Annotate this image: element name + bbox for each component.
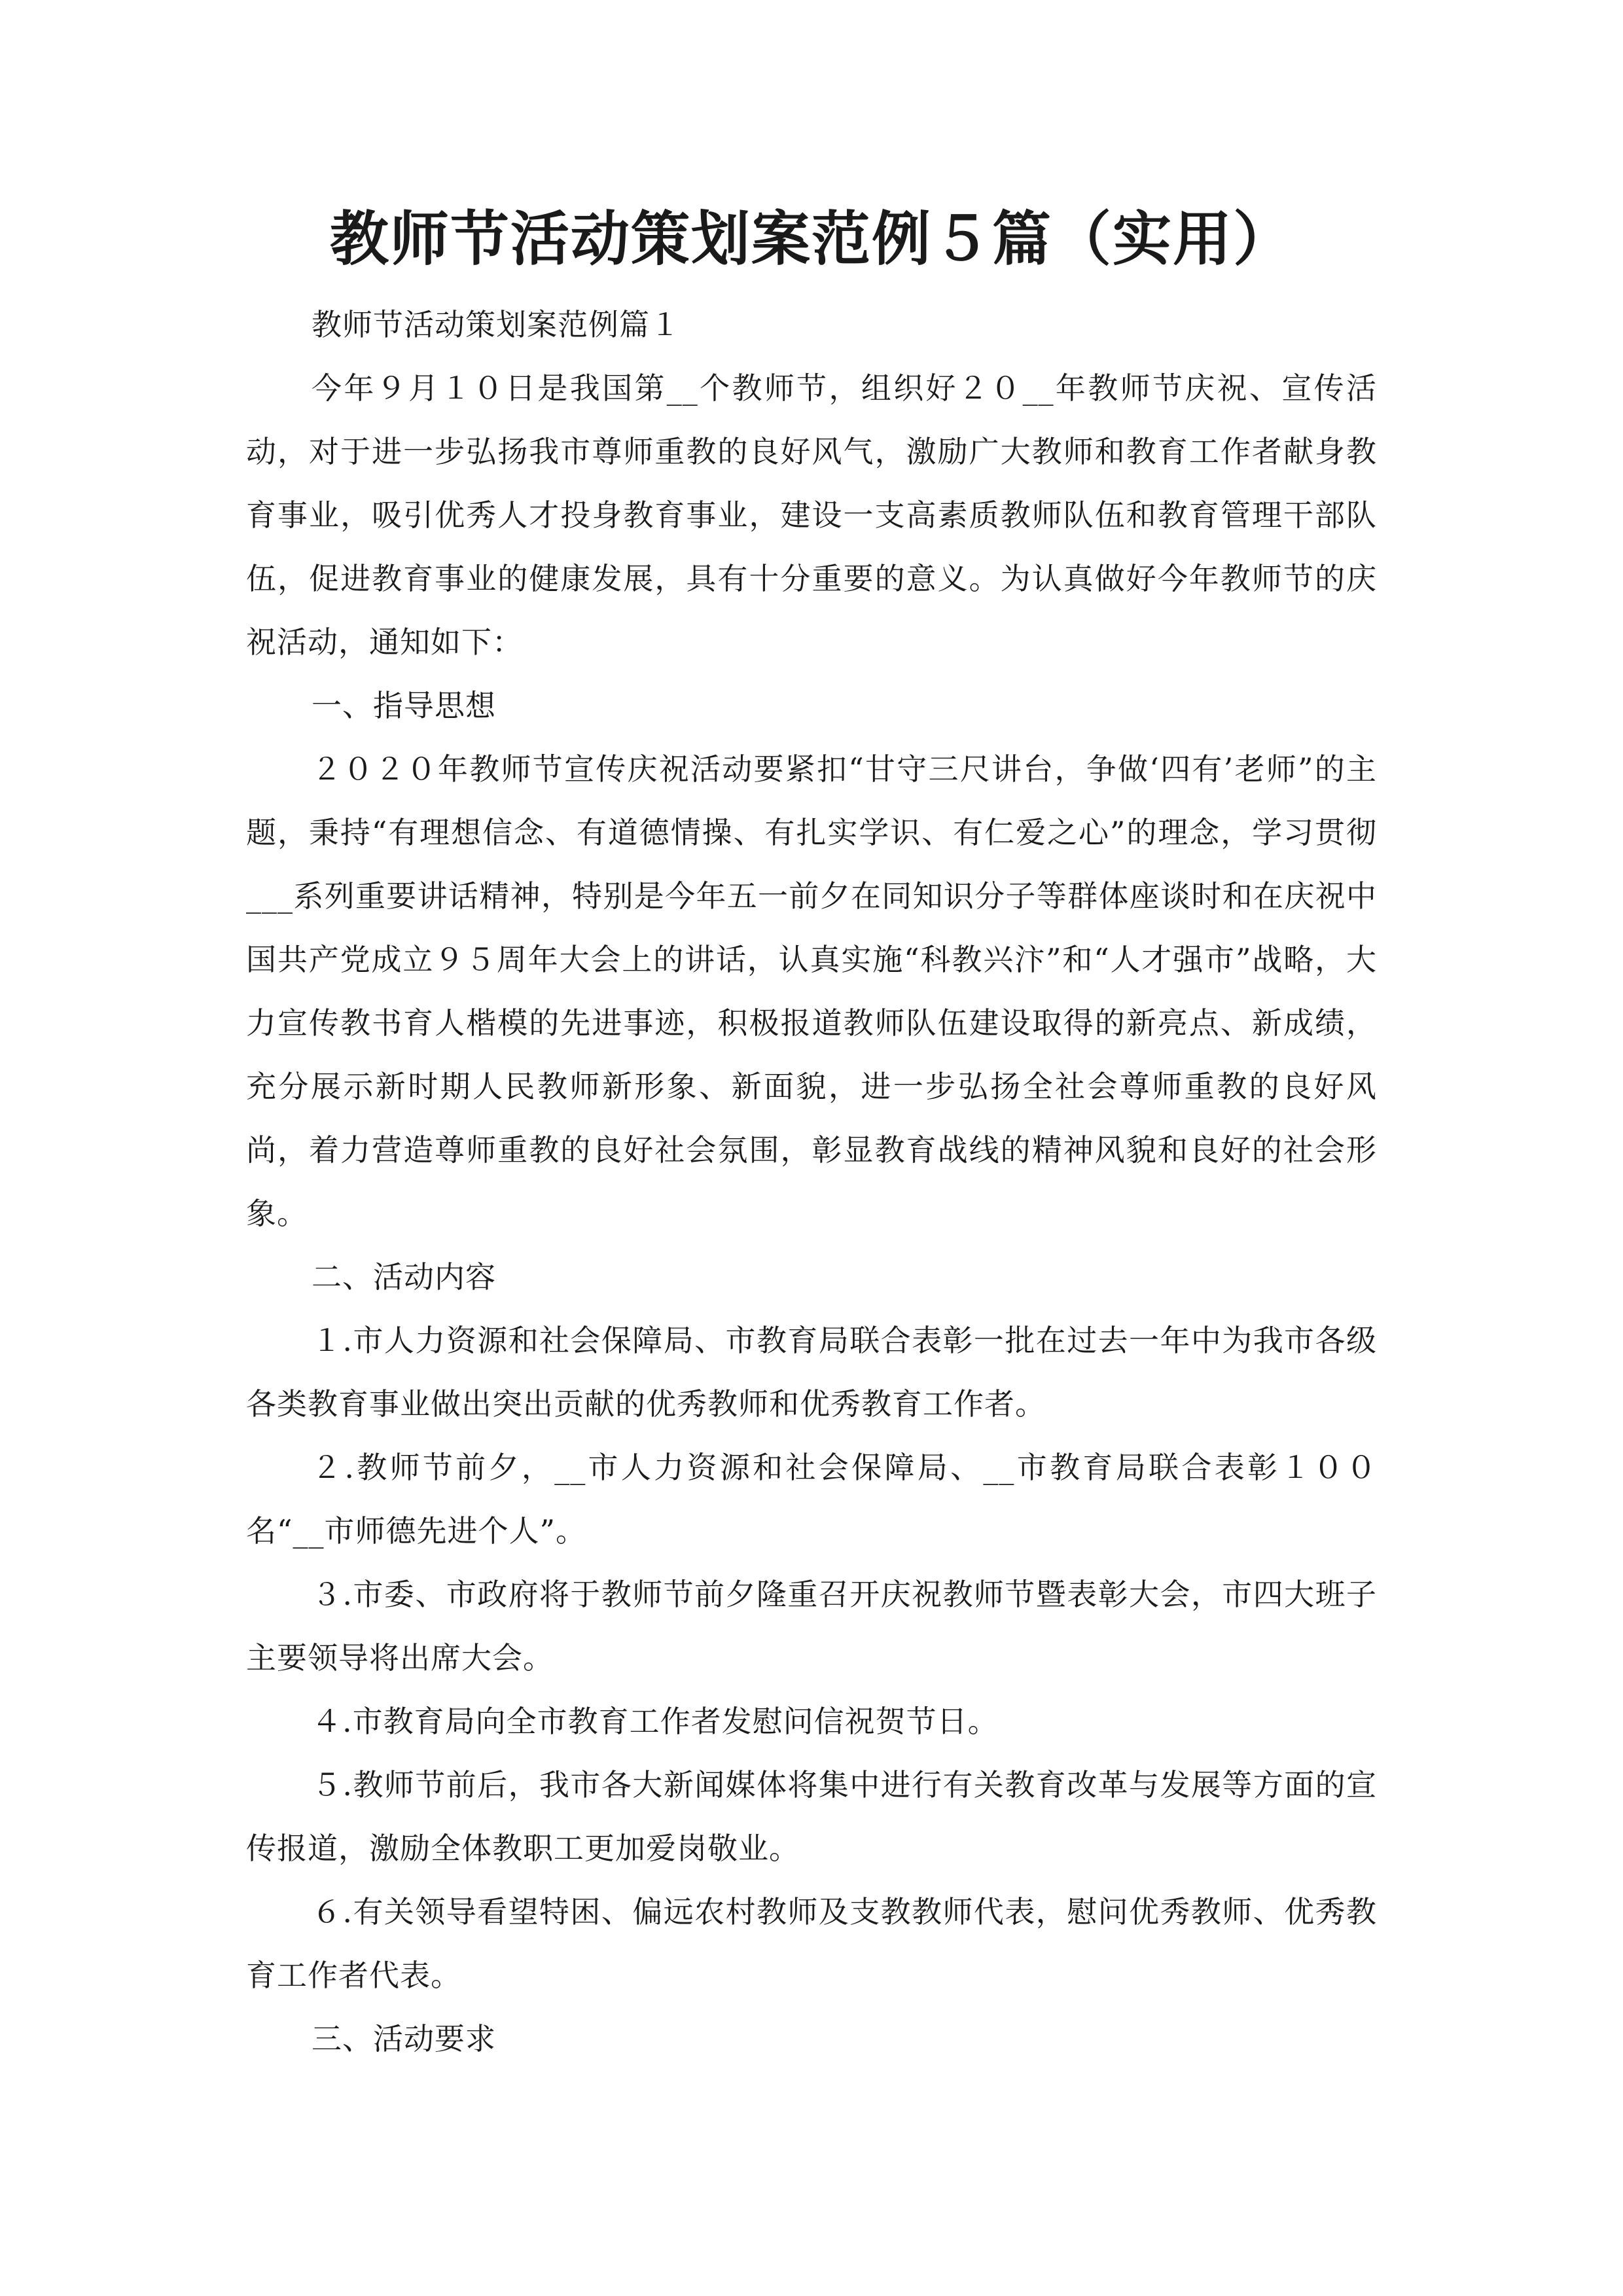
list-item: ２.教师节前夕，__市人力资源和社会保障局、__市教育局联合表彰１００名“__市师德先进个人”。 <box>246 1450 1377 1549</box>
list-item: ６.有关领导看望特困、偏远农村教师及支教教师代表，慰问优秀教师、优秀教育工作者代表。 <box>246 1894 1377 1993</box>
document-title: 教师节活动策划案范例５篇（实用） <box>330 204 1293 274</box>
list-item: ４.市教育局向全市教育工作者发慰问信祝贺节日。 <box>312 1704 999 1739</box>
document-body <box>246 293 1377 2071</box>
section-subtitle: 教师节活动策划案范例篇１ <box>312 307 681 342</box>
list-item: １.市人力资源和社会保障局、市教育局联合表彰一批在过去一年中为我市各级各类教育事业做出突出贡献的优秀教师和优秀教育工作者。 <box>246 1323 1377 1422</box>
list-item: ５.教师节前后，我市各大新闻媒体将集中进行有关教育改革与发展等方面的宣传报道，激励全体教职工更加爱岗敬业。 <box>246 1767 1377 1866</box>
intro-paragraph: 今年９月１０日是我国第__个教师节，组织好２０__年教师节庆祝、宣传活动，对于进一步弘扬我市尊师重教的良好风气，激励广大教师和教育工作者献身教育事业，吸引优秀人才投身教育事业，建设一支高素质教师队伍和教育管理干部队伍，促进教育事业的健康发展，具有十分重要的意义。为认真做好今年教师节的庆祝活动，通知如下： <box>246 370 1377 660</box>
section-heading: 一、指导思想 <box>312 688 496 723</box>
guiding-thought-paragraph: ２０２０年教师节宣传庆祝活动要紧扣“甘守三尺讲台，争做‘四有’老师”的主题，秉持“有理想信念、有道德情操、有扎实学识、有仁爱之心”的理念，学习贯彻___系列重要讲话精神，特别是今年五一前夕在同知识分子等群体座谈时和在庆祝中国共产党成立９５周年大会上的讲话，认真实施“科教兴汴”和“人才强市”战略，大力宣传教书育人楷模的先进事迹，积极报道教师队伍建设取得的新亮点、新成绩，充分展示新时期人民教师新形象、新面貌，进一步弘扬全社会尊师重教的良好风尚，着力营造尊师重教的良好社会氛围，彰显教育战线的精神风貌和良好的社会形象。 <box>246 751 1377 1231</box>
section-heading: 二、活动内容 <box>312 1259 496 1295</box>
list-item: ３.市委、市政府将于教师节前夕隆重召开庆祝教师节暨表彰大会，市四大班子主要领导将出席大会。 <box>246 1577 1377 1676</box>
section-heading: 三、活动要求 <box>312 2021 496 2056</box>
